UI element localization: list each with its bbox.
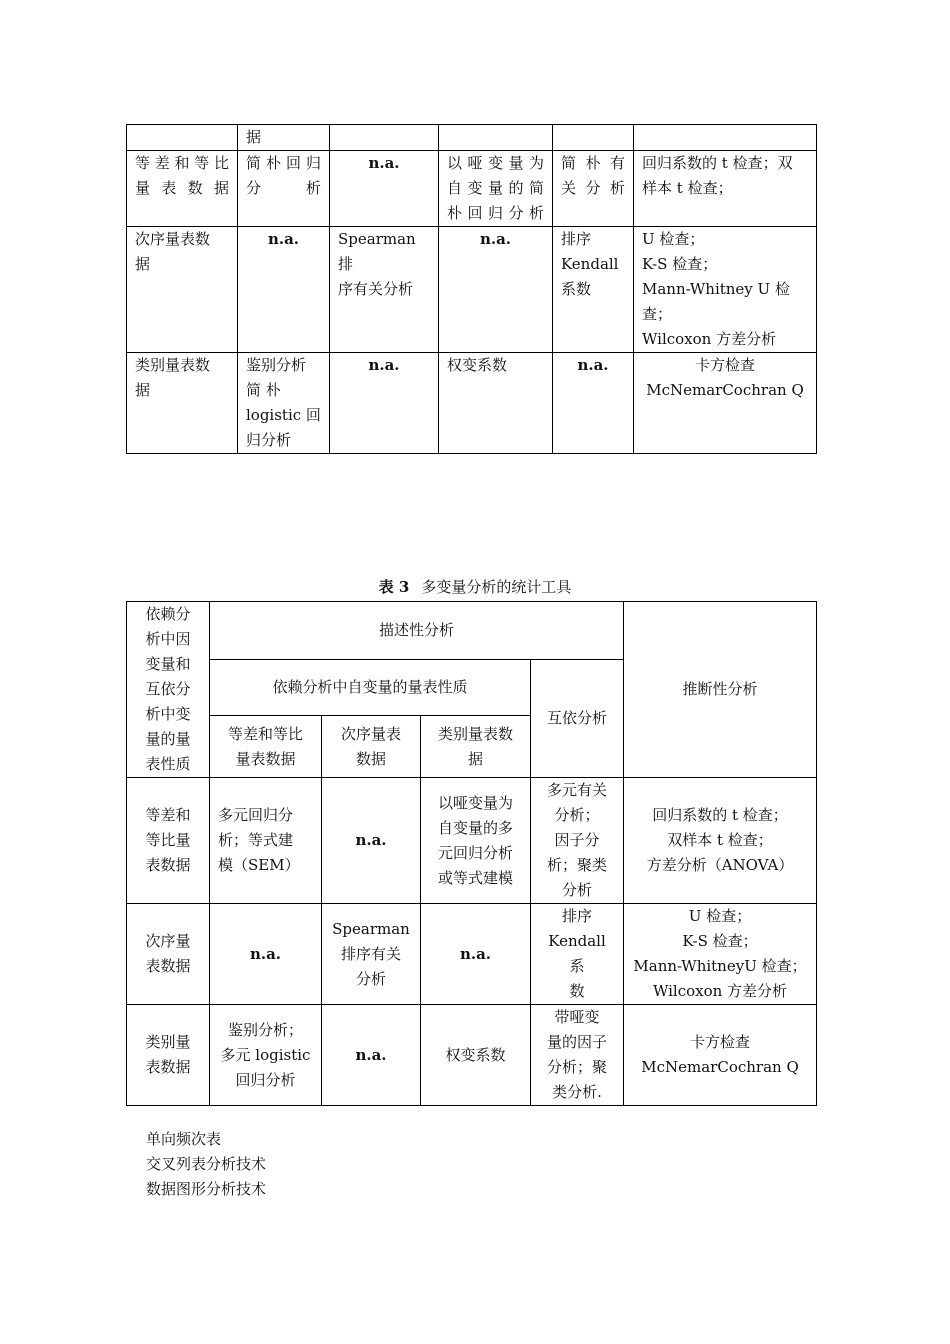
- row-header-interval: [127, 778, 210, 904]
- cell-line: 分析: [246, 179, 321, 197]
- row-header-nominal: [127, 1005, 210, 1106]
- cell: [322, 904, 421, 1005]
- cell-line: 数: [569, 982, 585, 1000]
- cell-line: 类别量表数: [135, 356, 211, 374]
- cell: [439, 125, 553, 151]
- cell-line: Spearman: [332, 919, 410, 938]
- cell-line: 依赖分: [145, 605, 191, 623]
- table-row: [127, 904, 817, 1005]
- cell-line: 表数据: [145, 957, 191, 975]
- cell: [421, 778, 531, 904]
- interdependence-header: 互依分析: [531, 660, 624, 778]
- cell-line: 简朴回归: [246, 154, 321, 172]
- cell-line: Mann-WhitneyU 检查；: [633, 957, 807, 975]
- cell-line: [135, 125, 229, 150]
- table-caption: 多变量分析的统计工具: [421, 578, 572, 596]
- cell-line: 表数据: [145, 856, 191, 874]
- cell: [210, 1005, 322, 1106]
- cell-line: 量表数据: [135, 179, 229, 197]
- cell-line: [561, 125, 625, 150]
- cell-line: 据: [467, 749, 483, 768]
- cell-line: 卡方检查: [690, 1033, 751, 1051]
- cell-line: n.a.: [479, 230, 512, 248]
- cell-line: 表数据: [145, 1058, 191, 1076]
- cell-line: 类分析.: [552, 1083, 602, 1101]
- cell-line: 以哑变量为: [437, 793, 513, 812]
- list-item: 交叉列表分析技术: [146, 1155, 267, 1173]
- table-header-row: [127, 602, 817, 660]
- cell-line: 权变系数: [447, 356, 508, 374]
- na-cell: [330, 353, 439, 454]
- cell-line: 因子分: [554, 831, 600, 849]
- cell-line: 析；聚类: [547, 856, 608, 874]
- cell-line: 简朴有: [561, 154, 625, 172]
- cell-line: 多元有关: [547, 781, 608, 799]
- inferential-header: 推断性分析: [624, 602, 817, 778]
- cell: [624, 1005, 817, 1106]
- cell-line: 查；: [642, 305, 673, 323]
- iv-nominal-header: [421, 716, 531, 778]
- cell-line: n.a.: [267, 230, 300, 248]
- cell: [439, 151, 553, 227]
- cell-line: 归分析: [246, 431, 292, 449]
- cell-line: 分析: [562, 881, 593, 899]
- cell-line: 分析；聚: [547, 1058, 608, 1076]
- cell-line: 自变量的简: [447, 179, 544, 197]
- cell-line: 以哑变量为: [447, 154, 544, 172]
- cell-line: 表性质: [145, 755, 191, 773]
- table-row: [127, 227, 817, 353]
- cell-line: 排序有关: [340, 944, 401, 963]
- cell: [531, 1005, 624, 1106]
- cell: [553, 227, 634, 353]
- cell: [330, 227, 439, 353]
- table-label: 表 3: [378, 578, 410, 596]
- cell-line: 回归系数的 t 检查；: [652, 806, 788, 824]
- cell-line: 析中因: [145, 630, 191, 648]
- cell-line: U 检查；: [642, 230, 705, 248]
- cell-line: 回归分析: [235, 1070, 296, 1089]
- cell-line: 模（SEM）: [218, 856, 300, 874]
- na-cell: [553, 353, 634, 454]
- cell-line: Spearman 排: [338, 230, 416, 273]
- row-header-ordinal: [127, 227, 238, 353]
- cell-line: 鉴别分析: [246, 356, 307, 374]
- cell-line: [338, 125, 430, 150]
- cell-line: 关分析: [561, 179, 625, 197]
- cell-line: McNemarCochran Q: [641, 1058, 799, 1076]
- cell: [210, 778, 322, 904]
- cell-line: n.a.: [577, 356, 609, 374]
- cell: [238, 353, 330, 454]
- cell: [439, 353, 553, 454]
- cell-line: 序有关分析: [338, 280, 414, 298]
- list-item: 数据图形分析技术: [146, 1180, 267, 1198]
- cell-line: 分析；: [554, 806, 600, 824]
- cell: [634, 125, 817, 151]
- cell-line: 变量和: [145, 655, 191, 673]
- cell-line: n.a.: [355, 1045, 387, 1064]
- cell: [330, 125, 439, 151]
- cell-line: Wilcoxon 方差分析: [642, 330, 777, 348]
- cell-line: 量的量: [145, 730, 191, 748]
- cell-line: 等差和: [145, 806, 191, 824]
- cell-line: 次序量: [145, 932, 191, 950]
- cell-line: 自变量的多: [437, 818, 513, 837]
- iv-interval-header: [210, 716, 322, 778]
- dependent-iv-header: 依赖分析中自变量的量表性质: [210, 660, 531, 716]
- cell-line: 类别量: [145, 1033, 191, 1051]
- cell-line: 等差和等比: [227, 724, 303, 743]
- cell: [238, 125, 330, 151]
- cell-line: 系数: [561, 280, 592, 298]
- cell-line: n.a.: [249, 944, 282, 963]
- row-header-nominal: [127, 353, 238, 454]
- cell-line: Kendall 系: [548, 932, 606, 975]
- cell-line: 析；等式建: [218, 831, 294, 849]
- table-row: [127, 151, 817, 227]
- cell-line: 或等式建模: [437, 868, 513, 887]
- cell-line: 量表数据: [235, 749, 296, 768]
- cell-line: n.a.: [459, 944, 492, 963]
- cell-line: 卡方检查: [694, 356, 755, 374]
- cell-line: 多元 logistic: [220, 1045, 311, 1064]
- cell-line: 分析: [355, 969, 386, 988]
- cell-line: 据: [246, 128, 262, 146]
- cell-line: McNemarCochran Q: [646, 381, 804, 399]
- cell-line: Kendall: [561, 255, 619, 273]
- cell-line: 据: [135, 255, 151, 273]
- cell-line: K-S 检查；: [642, 255, 718, 273]
- cell-line: [642, 125, 808, 150]
- cell-line: 样本 t 检查；: [642, 179, 733, 197]
- cell: [634, 151, 817, 227]
- cell-line: 互依分: [145, 680, 191, 698]
- cell-line: U 检查；: [688, 907, 752, 925]
- cell-line: n.a.: [368, 356, 400, 374]
- cell-line: Mann-Whitney U 检: [642, 280, 790, 298]
- cell: [531, 778, 624, 904]
- cell-line: 方差分析（ANOVA）: [646, 856, 794, 874]
- cell-line: 简 朴: [246, 381, 281, 399]
- cell-line: 次序量表数: [135, 230, 211, 248]
- row-header-interval: [127, 151, 238, 227]
- cell: [634, 353, 817, 454]
- cell-line: 数据: [355, 749, 386, 768]
- cell-line: 量的因子: [547, 1033, 608, 1051]
- cell-line: 朴回归分析: [447, 204, 544, 222]
- na-cell: [238, 227, 330, 353]
- table-2-continued: [126, 124, 817, 454]
- cell-line: 类别量表数: [437, 724, 513, 743]
- cell-line: [447, 125, 544, 150]
- cell-line: logistic 回: [246, 406, 321, 424]
- cell: [553, 151, 634, 227]
- cell: [634, 227, 817, 353]
- cell: [421, 1005, 531, 1106]
- cell-line: K-S 检查；: [682, 932, 758, 950]
- corner-header: [127, 602, 210, 778]
- table-row: [127, 125, 817, 151]
- na-cell: [322, 1005, 421, 1106]
- cell-line: 权变系数: [445, 1045, 506, 1064]
- cell-line: n.a.: [355, 831, 387, 849]
- na-cell: [439, 227, 553, 353]
- cell-line: 回归系数的 t 检查；双: [642, 154, 793, 172]
- cell: [531, 904, 624, 1005]
- cell-line: 带哑变: [554, 1008, 600, 1026]
- cell-line: 等比量: [145, 831, 191, 849]
- cell-line: 次序量表: [340, 724, 401, 743]
- trailing-list: [146, 1127, 266, 1202]
- cell: [624, 904, 817, 1005]
- table-3-title: [0, 575, 950, 600]
- table-row: [127, 353, 817, 454]
- cell-line: n.a.: [368, 154, 400, 172]
- na-cell: [421, 904, 531, 1005]
- cell: [127, 125, 238, 151]
- cell-line: 排序: [561, 230, 592, 248]
- cell: [624, 778, 817, 904]
- na-cell: [330, 151, 439, 227]
- list-item: 单向频次表: [146, 1130, 222, 1148]
- cell-line: Wilcoxon 方差分析: [652, 982, 788, 1000]
- cell-line: 据: [135, 381, 151, 399]
- cell-line: 等差和等比: [135, 154, 229, 172]
- table-row: [127, 778, 817, 904]
- na-cell: [322, 778, 421, 904]
- row-header-ordinal: [127, 904, 210, 1005]
- na-cell: [210, 904, 322, 1005]
- cell: [553, 125, 634, 151]
- cell-line: 析中变: [145, 705, 191, 723]
- cell-line: 鉴别分析；: [227, 1020, 303, 1039]
- table-3: [126, 601, 817, 1106]
- table-row: [127, 1005, 817, 1106]
- cell-line: 元回归分析: [437, 843, 513, 862]
- cell-line: 多元回归分: [218, 806, 294, 824]
- cell-line: 双样本 t 检查；: [667, 831, 773, 849]
- cell-line: 排序: [562, 907, 593, 925]
- cell: [238, 151, 330, 227]
- descriptive-header: 描述性分析: [210, 602, 624, 660]
- iv-ordinal-header: [322, 716, 421, 778]
